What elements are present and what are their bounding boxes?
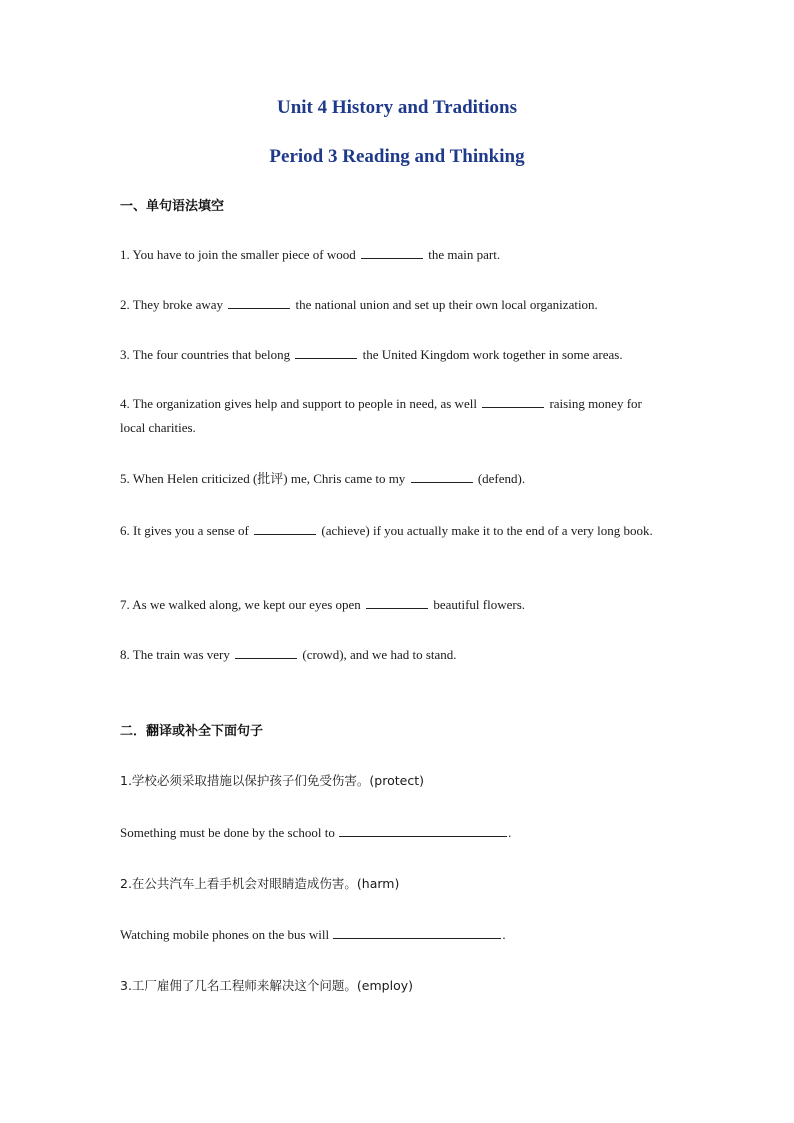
item-text: the main part. bbox=[428, 247, 501, 262]
item-text: (crowd), and we had to stand. bbox=[302, 647, 457, 662]
answer-blank[interactable] bbox=[339, 822, 507, 837]
document-title: Unit 4 History and Traditions bbox=[276, 97, 517, 118]
answer-blank[interactable] bbox=[366, 594, 428, 609]
exercise-item-7 bbox=[120, 593, 665, 617]
item-text: 8. The train was very bbox=[120, 647, 230, 662]
item-text: 7. As we walked along, we kept our eyes open bbox=[120, 597, 361, 612]
answer-blank[interactable] bbox=[482, 393, 544, 408]
translation-prompt-1: 1.学校必须采取措施以保护孩子们免受伤害。(protect) bbox=[120, 773, 424, 788]
answer-blank[interactable] bbox=[361, 244, 423, 259]
exercise-item-6 bbox=[120, 519, 665, 543]
item-text: (achieve) if you actually make it to the end of a very long book. bbox=[321, 523, 653, 538]
item-text: 1. You have to join the smaller piece of wood bbox=[120, 247, 356, 262]
item-text: beautiful flowers. bbox=[433, 597, 526, 612]
answer-blank[interactable] bbox=[228, 294, 290, 309]
exercise-item-1 bbox=[120, 243, 665, 267]
item-text: Watching mobile phones on the bus will bbox=[120, 927, 330, 942]
translation-answer-1 bbox=[120, 821, 665, 845]
exercise-item-5 bbox=[120, 467, 665, 491]
answer-blank[interactable] bbox=[254, 520, 316, 535]
answer-blank[interactable] bbox=[333, 924, 501, 939]
item-text: (defend). bbox=[477, 471, 526, 486]
exercise-item-2 bbox=[120, 293, 665, 317]
answer-blank[interactable] bbox=[295, 344, 357, 359]
item-text: . bbox=[502, 927, 506, 942]
item-text: 5. When Helen criticized (批评) me, Chris came to my bbox=[120, 471, 406, 486]
item-text: 4. The organization gives help and support to people in need, as well bbox=[120, 396, 477, 411]
item-text: the United Kingdom work together in some areas. bbox=[362, 347, 623, 362]
translation-prompt-3: 3.工厂雇佣了几名工程师来解决这个问题。(employ) bbox=[120, 978, 414, 993]
item-text: . bbox=[508, 825, 512, 840]
exercise-item-8 bbox=[120, 643, 665, 667]
section1-heading: 一、单句语法填空 bbox=[120, 199, 225, 214]
item-text: 2. They broke away bbox=[120, 297, 224, 312]
item-text: raising money for local charities. bbox=[120, 396, 642, 435]
item-text: 3. The four countries that belong bbox=[120, 347, 291, 362]
answer-blank[interactable] bbox=[235, 644, 297, 659]
exercise-item-4 bbox=[120, 392, 665, 440]
item-text: 6. It gives you a sense of bbox=[120, 523, 249, 538]
item-text: the national union and set up their own local organization. bbox=[295, 297, 598, 312]
exercise-item-3 bbox=[120, 343, 665, 367]
section2-heading: 二．翻译或补全下面句子 bbox=[120, 724, 264, 739]
answer-blank[interactable] bbox=[411, 468, 473, 483]
item-text: Something must be done by the school to bbox=[120, 825, 335, 840]
document-subtitle: Period 3 Reading and Thinking bbox=[269, 146, 525, 167]
translation-answer-2 bbox=[120, 923, 665, 947]
translation-prompt-2: 2.在公共汽车上看手机会对眼睛造成伤害。(harm) bbox=[120, 876, 400, 891]
